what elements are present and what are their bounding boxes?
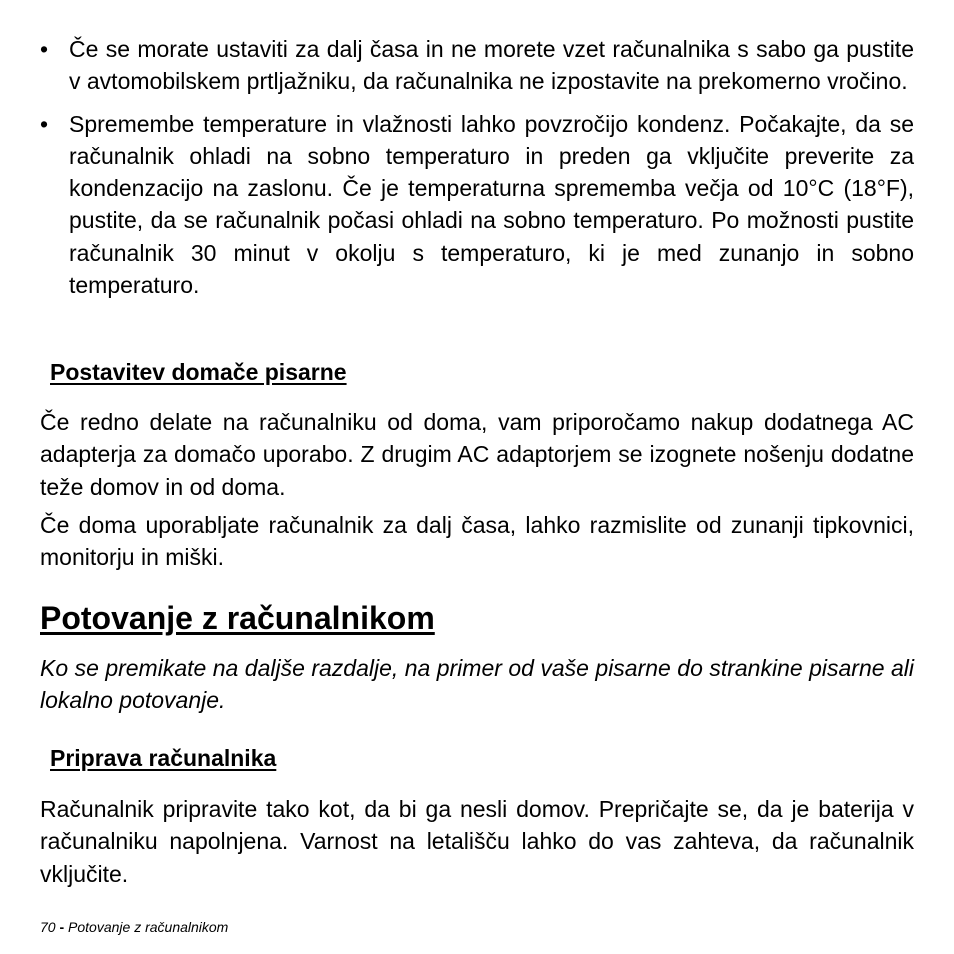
chapter-intro: Ko se premikate na daljše razdalje, na primer od vaše pisarne do strankine pisarne ali lokalno potovanje. [40, 655, 914, 714]
bullet-list [40, 33, 914, 311]
bullet-text: Če se morate ustaviti za dalj časa in ne morete vzet računalnika s sabo ga pustite v avtomobilskem prtljažniku, da računalnika ne izpostavite na prekomerno vročino. [69, 36, 914, 95]
paragraph-home-office-2: Če doma uporabljate računalnik za dalj časa, lahko razmislite od zunanji tipkovnici, monitorju in miški. [40, 512, 914, 571]
paragraph-prepare: Računalnik pripravite tako kot, da bi ga nesli domov. Prepričajte se, da je baterija v računalniku napolnjena. Varnost na letališču lahko do vas zahteva, da računalnik vključite. [40, 796, 914, 887]
section-heading-prepare: Priprava računalnika [50, 745, 277, 771]
paragraph-home-office-1: Če redno delate na računalniku od doma, vam priporočamo nakup dodatnega AC adapterja za domačo uporabo. Z drugim AC adaptorjem se izognete nošenju dodatne teže domov in od doma. [40, 409, 914, 500]
page-footer [40, 918, 228, 936]
bullet-item [40, 33, 914, 98]
section-heading-home-office: Postavitev domače pisarne [50, 359, 347, 385]
chapter-title: Potovanje z računalnikom [40, 600, 435, 636]
footer-chapter-name: Potovanje z računalnikom [68, 919, 229, 935]
bullet-icon: • [40, 110, 49, 137]
bullet-text: Spremembe temperature in vlažnosti lahko povzročijo kondenz. Počakajte, da se računalnik ohladi na sobno temperaturo in preden ga vključite preverite za kondenzacijo na zaslonu. Če je temperaturna sprememba večja od 10°C (18°F), pustite, da se računalnik počasi ohladi na sobno temperaturo. Po možnosti pustite računalnik 30 minut v okolju s temperaturo, ki je med zunanjo in sobno temperaturo. [69, 110, 914, 299]
bullet-icon: • [40, 36, 49, 62]
page-number: 70 [40, 919, 56, 935]
bullet-item [40, 108, 914, 302]
footer-separator: - [59, 919, 65, 935]
